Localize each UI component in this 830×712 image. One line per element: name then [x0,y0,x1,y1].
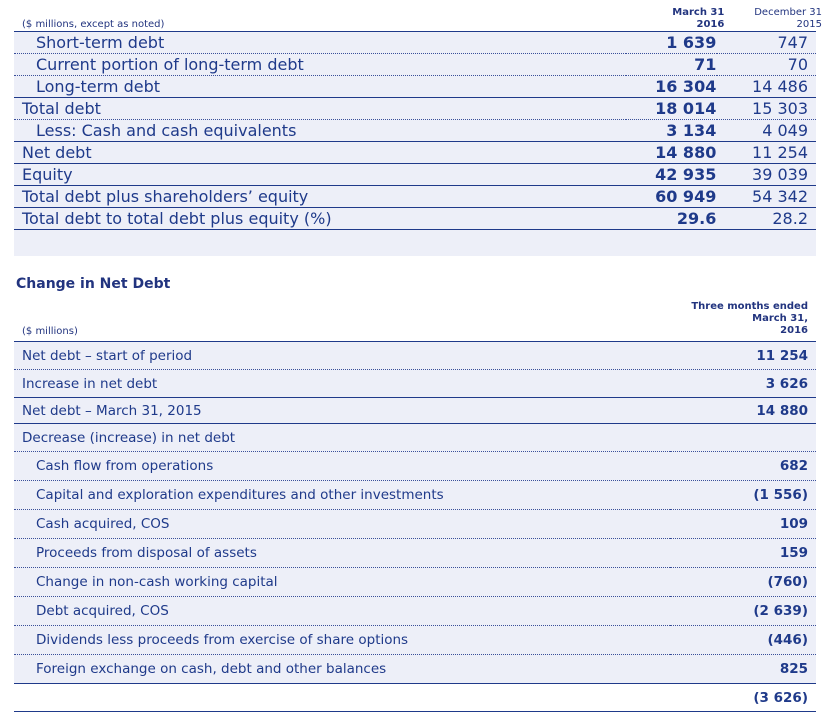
row-value-2016: 60 949 [626,186,718,208]
row-value-2015: 28.2 [717,208,816,230]
table-row [14,539,816,568]
row-label: Total debt plus shareholders’ equity [14,186,626,208]
row-label: Debt acquired, COS [14,597,670,626]
row-label: Long-term debt [14,76,626,98]
table-row [14,481,816,510]
table-row [14,452,816,481]
row-label: Less: Cash and cash equivalents [14,120,626,142]
col-header-three-months [691,301,808,337]
table-row [14,76,816,98]
row-value-2015: 747 [717,32,816,54]
row-label: Proceeds from disposal of assets [14,539,670,568]
net-debt-rows [14,341,816,712]
row-label: Decrease (increase) in net debt [14,424,670,452]
col-header-dec-2015 [730,0,830,35]
row-label: Short-term debt [14,32,626,54]
col-header-line3: 2016 [780,325,808,336]
section-title: Change in Net Debt [16,276,171,292]
table-row-total [14,684,816,712]
row-label [14,684,670,712]
row-value: 159 [670,539,816,568]
table-row [14,98,816,120]
row-value-2015: 70 [717,54,816,76]
col-header-line2: March 31, [752,313,808,324]
table-row [14,424,816,452]
table-row [14,342,816,370]
table-row [14,626,816,655]
row-value: 14 880 [670,398,816,424]
debt-table [0,0,830,35]
table-row [14,120,816,142]
row-label: Total debt to total debt plus equity (%) [14,208,626,230]
row-value-2015: 54 342 [717,186,816,208]
row-value: (3 626) [670,684,816,712]
row-label: Net debt – start of period [14,342,670,370]
row-label: Current portion of long-term debt [14,54,626,76]
row-value: 825 [670,655,816,684]
table-row [14,32,816,54]
row-value: (1 556) [670,481,816,510]
row-label: Cash acquired, COS [14,510,670,539]
row-value-2016: 16 304 [626,76,718,98]
col2-header-line2: 2015 [796,19,822,30]
row-value: (446) [670,626,816,655]
row-label: Capital and exploration expenditures and other investments [14,481,670,510]
debt-rows [14,31,816,230]
row-label: Cash flow from operations [14,452,670,481]
table-row [14,142,816,164]
table-row [14,655,816,684]
row-value-2015: 15 303 [717,98,816,120]
row-label: Net debt – March 31, 2015 [14,398,670,424]
row-value: 109 [670,510,816,539]
row-value: 682 [670,452,816,481]
col-header-line1: Three months ended [691,301,808,312]
table-row [14,370,816,398]
net-debt-table-body [14,341,816,712]
row-value-2016: 71 [626,54,718,76]
table-row [14,186,816,208]
col1-header-line2: 2016 [696,19,725,30]
col2-header-line1: December 31 [754,7,822,18]
row-value-2015: 14 486 [717,76,816,98]
row-label: Increase in net debt [14,370,670,398]
row-value-2015: 11 254 [717,142,816,164]
row-label: Equity [14,164,626,186]
units-label-2: ($ millions) [22,326,78,337]
table-row [14,597,816,626]
col-header-march-2016 [633,0,730,35]
debt-table-header [0,0,830,35]
row-value: (760) [670,568,816,597]
row-value-2016: 3 134 [626,120,718,142]
row-value-2016: 14 880 [626,142,718,164]
row-label: Net debt [14,142,626,164]
row-value-2016: 1 639 [626,32,718,54]
row-value-2016: 42 935 [626,164,718,186]
net-debt-header [14,293,816,341]
units-label: ($ millions, except as noted) [22,19,165,30]
table-row [14,164,816,186]
debt-table-body [14,31,816,230]
table-row [14,568,816,597]
row-value: 11 254 [670,342,816,370]
row-label: Change in non-cash working capital [14,568,670,597]
col1-header-line1: March 31 [672,7,725,18]
table-row [14,54,816,76]
row-value [670,424,816,452]
table-row [14,398,816,424]
row-value-2016: 29.6 [626,208,718,230]
row-value: 3 626 [670,370,816,398]
row-label: Dividends less proceeds from exercise of share options [14,626,670,655]
table-row [14,208,816,230]
row-value-2015: 4 049 [717,120,816,142]
table-row [14,510,816,539]
row-value-2016: 18 014 [626,98,718,120]
row-label: Total debt [14,98,626,120]
row-value-2015: 39 039 [717,164,816,186]
row-label: Foreign exchange on cash, debt and other balances [14,655,670,684]
row-value: (2 639) [670,597,816,626]
